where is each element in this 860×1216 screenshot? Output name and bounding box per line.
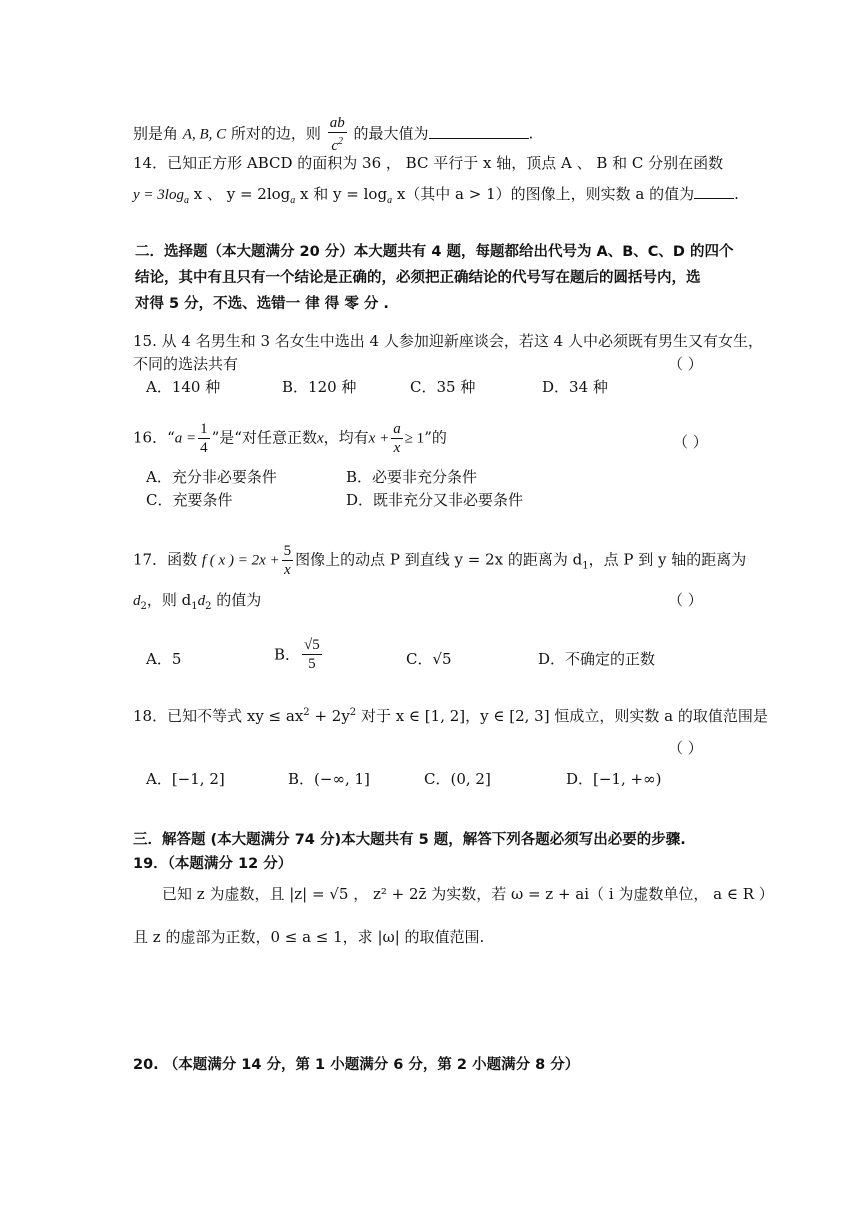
q15-answer-paren[interactable]: （ ）: [668, 355, 703, 373]
q15-option-a: A．140 种: [146, 378, 221, 396]
answer-blank[interactable]: [429, 124, 529, 139]
q16-stem: 16．“a = $\frac{1}{4}$ ”是“对任意正数x，均有x + $\frac{a}{x}$ ≥ 1”的: [133, 421, 447, 456]
q17-line1: 17．函数 f ( x ) = 2x + $\frac{5}{x}$ 图像上的动点 P 到直线 y = 2x 的距离为 $d_1$，点 P 到 y 轴的距离为: [133, 543, 747, 578]
q16-answer-paren[interactable]: （ ）: [673, 433, 708, 451]
q17-option-b: B． $\frac{√5}{5}$: [274, 637, 320, 672]
section2-line1: 二．选择题（本大题满分 20 分）本大题共有 4 题，每题都给出代号为 A、B、C、D 的四个: [135, 244, 734, 260]
section3-heading: 三．解答题 (本大题满分 74 分)本大题共有 5 题，解答下列各题必须写出必要的步骤.: [133, 832, 686, 848]
q16-ineq-fraction: $\frac{a}{x}$: [393, 421, 401, 456]
q18-line1: 18．已知不等式 xy ≤ $ax^2 + 2y^2$ 对于 x ∈ [1, 2]，y ∈ [2, 3] 恒成立，则实数 a 的取值范围是: [133, 707, 768, 725]
q17-option-c: C．√5: [406, 650, 452, 668]
q16-option-d: D．既非充分又非必要条件: [346, 491, 524, 509]
q19-line2: 且 z 的虚部为正数，0 ≤ a ≤ 1，求 |ω| 的取值范围.: [133, 928, 485, 946]
q16-option-c: C．充要条件: [146, 491, 233, 509]
q15-option-c: C．35 种: [410, 378, 476, 396]
q18-answer-paren[interactable]: （ ）: [668, 739, 703, 757]
section2-line3: 对得 5 分，不选、选错一 律 得 零 分 .: [135, 296, 389, 312]
q18-option-d: D．[−1, +∞): [566, 770, 662, 788]
q13-tail: 别是角 A, B, C 所对的边，则 $\frac{ab}{c^2}$ 的最大值为 .: [133, 115, 534, 154]
q19-title: 19．（本题满分 12 分）: [133, 856, 293, 872]
q17-answer-paren[interactable]: （ ）: [668, 591, 703, 609]
q16-option-b: B．必要非充分条件: [346, 468, 478, 486]
q16-fraction: $\frac{1}{4}$: [200, 421, 208, 456]
q15-line2: 不同的选法共有: [133, 355, 239, 373]
q18-option-b: B．(−∞, 1]: [288, 770, 370, 788]
q19-line1: 已知 z 为虚数，且 |z| = √5 ， z² + 2z̄ 为实数，若 ω = z + ai（ i 为虚数单位， a ∈ R ）: [162, 885, 774, 903]
q18-option-a: A．[−1, 2]: [146, 770, 225, 788]
q18-option-c: C．(0, 2]: [424, 770, 491, 788]
q14-line1: 14．已知正方形 ABCD 的面积为 36 ， BC 平行于 x 轴，顶点 A 、 B 和 C 分别在函数: [133, 154, 724, 172]
q15-line1: 15. 从 4 名男生和 3 名女生中选出 4 人参加迎新座谈会，若这 4 人中必须既有男生又有女生，: [133, 332, 763, 350]
q17-option-a: A．5: [146, 650, 182, 668]
q13-fraction: $\frac{ab}{c^2}$: [329, 115, 345, 154]
q17-option-b-fraction: $\frac{√5}{5}$: [304, 637, 320, 672]
q15-option-b: B．120 种: [282, 378, 357, 396]
answer-blank[interactable]: [694, 184, 734, 199]
q15-option-d: D．34 种: [542, 378, 608, 396]
section2-line2: 结论，其中有且只有一个结论是正确的，必须把正确结论的代号写在题后的圆括号内，选: [135, 270, 701, 286]
q17-line2: $d_2$，则 $d_1d_2$ 的值为: [133, 591, 262, 612]
q17-option-d: D．不确定的正数: [538, 650, 656, 668]
q17-fraction: $\frac{5}{x}$: [283, 543, 292, 578]
q20-title: 20. （本题满分 14 分，第 1 小题满分 6 分，第 2 小题满分 8 分）: [133, 1057, 580, 1073]
q16-option-a: A．充分非必要条件: [146, 468, 277, 486]
q14-line2: $y = 3\log_a$ x 、 $y = 2\log_a$ x 和 $y = \log_a x$（其中 a > 1）的图像上，则实数 a 的值为 .: [133, 185, 739, 206]
